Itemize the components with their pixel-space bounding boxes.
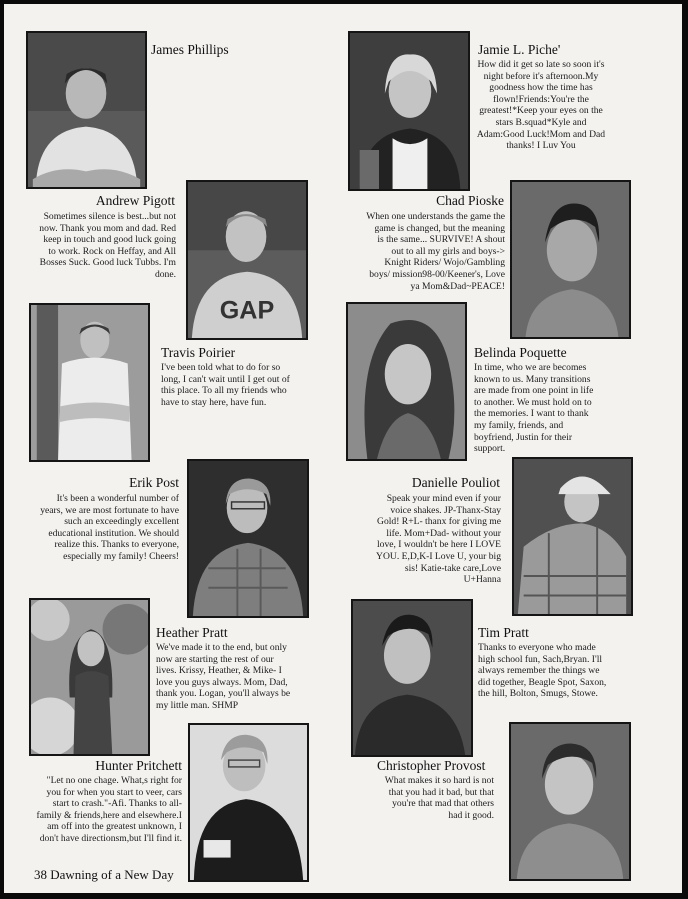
student-bio: Sometimes silence is best...but not now. Thank you mom and dad. Red keep in touch and good luck going to work. Rock on Heffay, and All Bosses Suck. Good luck Tubbs. I'm done. (39, 211, 176, 280)
portrait-erik-post (187, 459, 309, 618)
portrait-travis-poirier (29, 303, 150, 462)
yearbook-page (4, 4, 682, 893)
student-bio: It's been a wonderful number of years, we are most fortunate to have such an exceedingly excellent educational institution. We should realize this. Thanks to everyone, especially my family! Cheers! (40, 493, 179, 562)
portrait-christopher-provost (509, 722, 631, 881)
student-name: Hunter Pritchett (95, 758, 182, 773)
portrait-tim-pratt (351, 599, 473, 757)
student-name: Danielle Pouliot (411, 475, 500, 490)
portrait-andrew-pigott (186, 180, 308, 340)
student-name: Erik Post (129, 475, 179, 490)
student-bio: How did it get so late so soon it's night before it's afternoon.My goodness how the time has flown!Friends:You're the greatest!*Keep your eyes on the stars B.squad*Kyle and Adam:Good Luck!Mom and Dad thanks! I Luv You (476, 59, 606, 152)
svg-text:GAP: GAP (219, 296, 275, 325)
portrait-hunter-pritchett (188, 723, 309, 882)
student-name: Chad Pioske (436, 193, 504, 208)
student-name: Andrew Pigott (95, 193, 175, 208)
student-bio: We've made it to the end, but only now are starting the rest of our lives. Krissy, Heather, & Mike- I love you guys always. Mom, Dad, thank you. Logan, you'll always be my little man. SHMP (156, 642, 291, 711)
portrait-belinda-poquette (346, 302, 467, 461)
student-bio: What makes it so hard is not that you had it bad, but that you're that mad that others had it good. (384, 775, 494, 821)
student-name: Belinda Poquette (474, 345, 567, 360)
portrait-danielle-pouliot (512, 457, 633, 616)
student-bio: I've been told what to do for so long, I can't wait until I get out of this place. To all my friends who have to stay here, have fun. (161, 362, 290, 408)
student-name: Heather Pratt (156, 625, 228, 640)
portrait-james-phillips (26, 31, 147, 189)
student-name: James Phillips (151, 42, 229, 57)
student-bio: "Let no one chage. What,s right for you for when you start to veer, cars start to crash."-Afi. Thanks to all-family & friends,here and elsewhere.I am off into the greatest unknown, I don't have directionsm,but I'll find it. (36, 775, 182, 844)
page-footer: 38 Dawning of a New Day (34, 867, 174, 882)
student-name: Tim Pratt (478, 625, 529, 640)
student-name: Travis Poirier (161, 345, 236, 360)
student-bio: Thanks to everyone who made high school fun, Sach,Bryan. I'll always remember the things we did together, Beagle Spot, Saxon, the hill, Bolton, Smugs, Stowe. (478, 642, 607, 700)
student-bio: When one understands the game the game is changed, but the meaning is the same... SURVIVE! A shout out to all my girls and boys-> Knight Riders/ Wojo/Gambling boys/ mission98-00/Keener's, Love ya Mom&Dad~PEACE! (366, 211, 505, 292)
portrait-chad-pioske (510, 180, 631, 339)
student-name: Jamie L. Piche' (478, 42, 561, 57)
portrait-heather-pratt (29, 598, 150, 756)
student-bio: In time, who we are becomes known to us. Many transitions are made from one point in life to another. We must hold on to the memories. I want to thank my family, friends, and boyfriend, Justin for their support. (474, 362, 594, 455)
portrait-jamie-piche (348, 31, 470, 191)
student-name: Christopher Provost (377, 758, 486, 773)
student-bio: Speak your mind even if your voice shakes. JP-Thanx-Stay Gold! R+L- thanx for giving me life. Mom+Dad- without your love, I wouldn't be here I LOVE YOU. E,D,K-I Love U, your big sis! Katie-take care,Love U+Hanna (376, 493, 501, 586)
